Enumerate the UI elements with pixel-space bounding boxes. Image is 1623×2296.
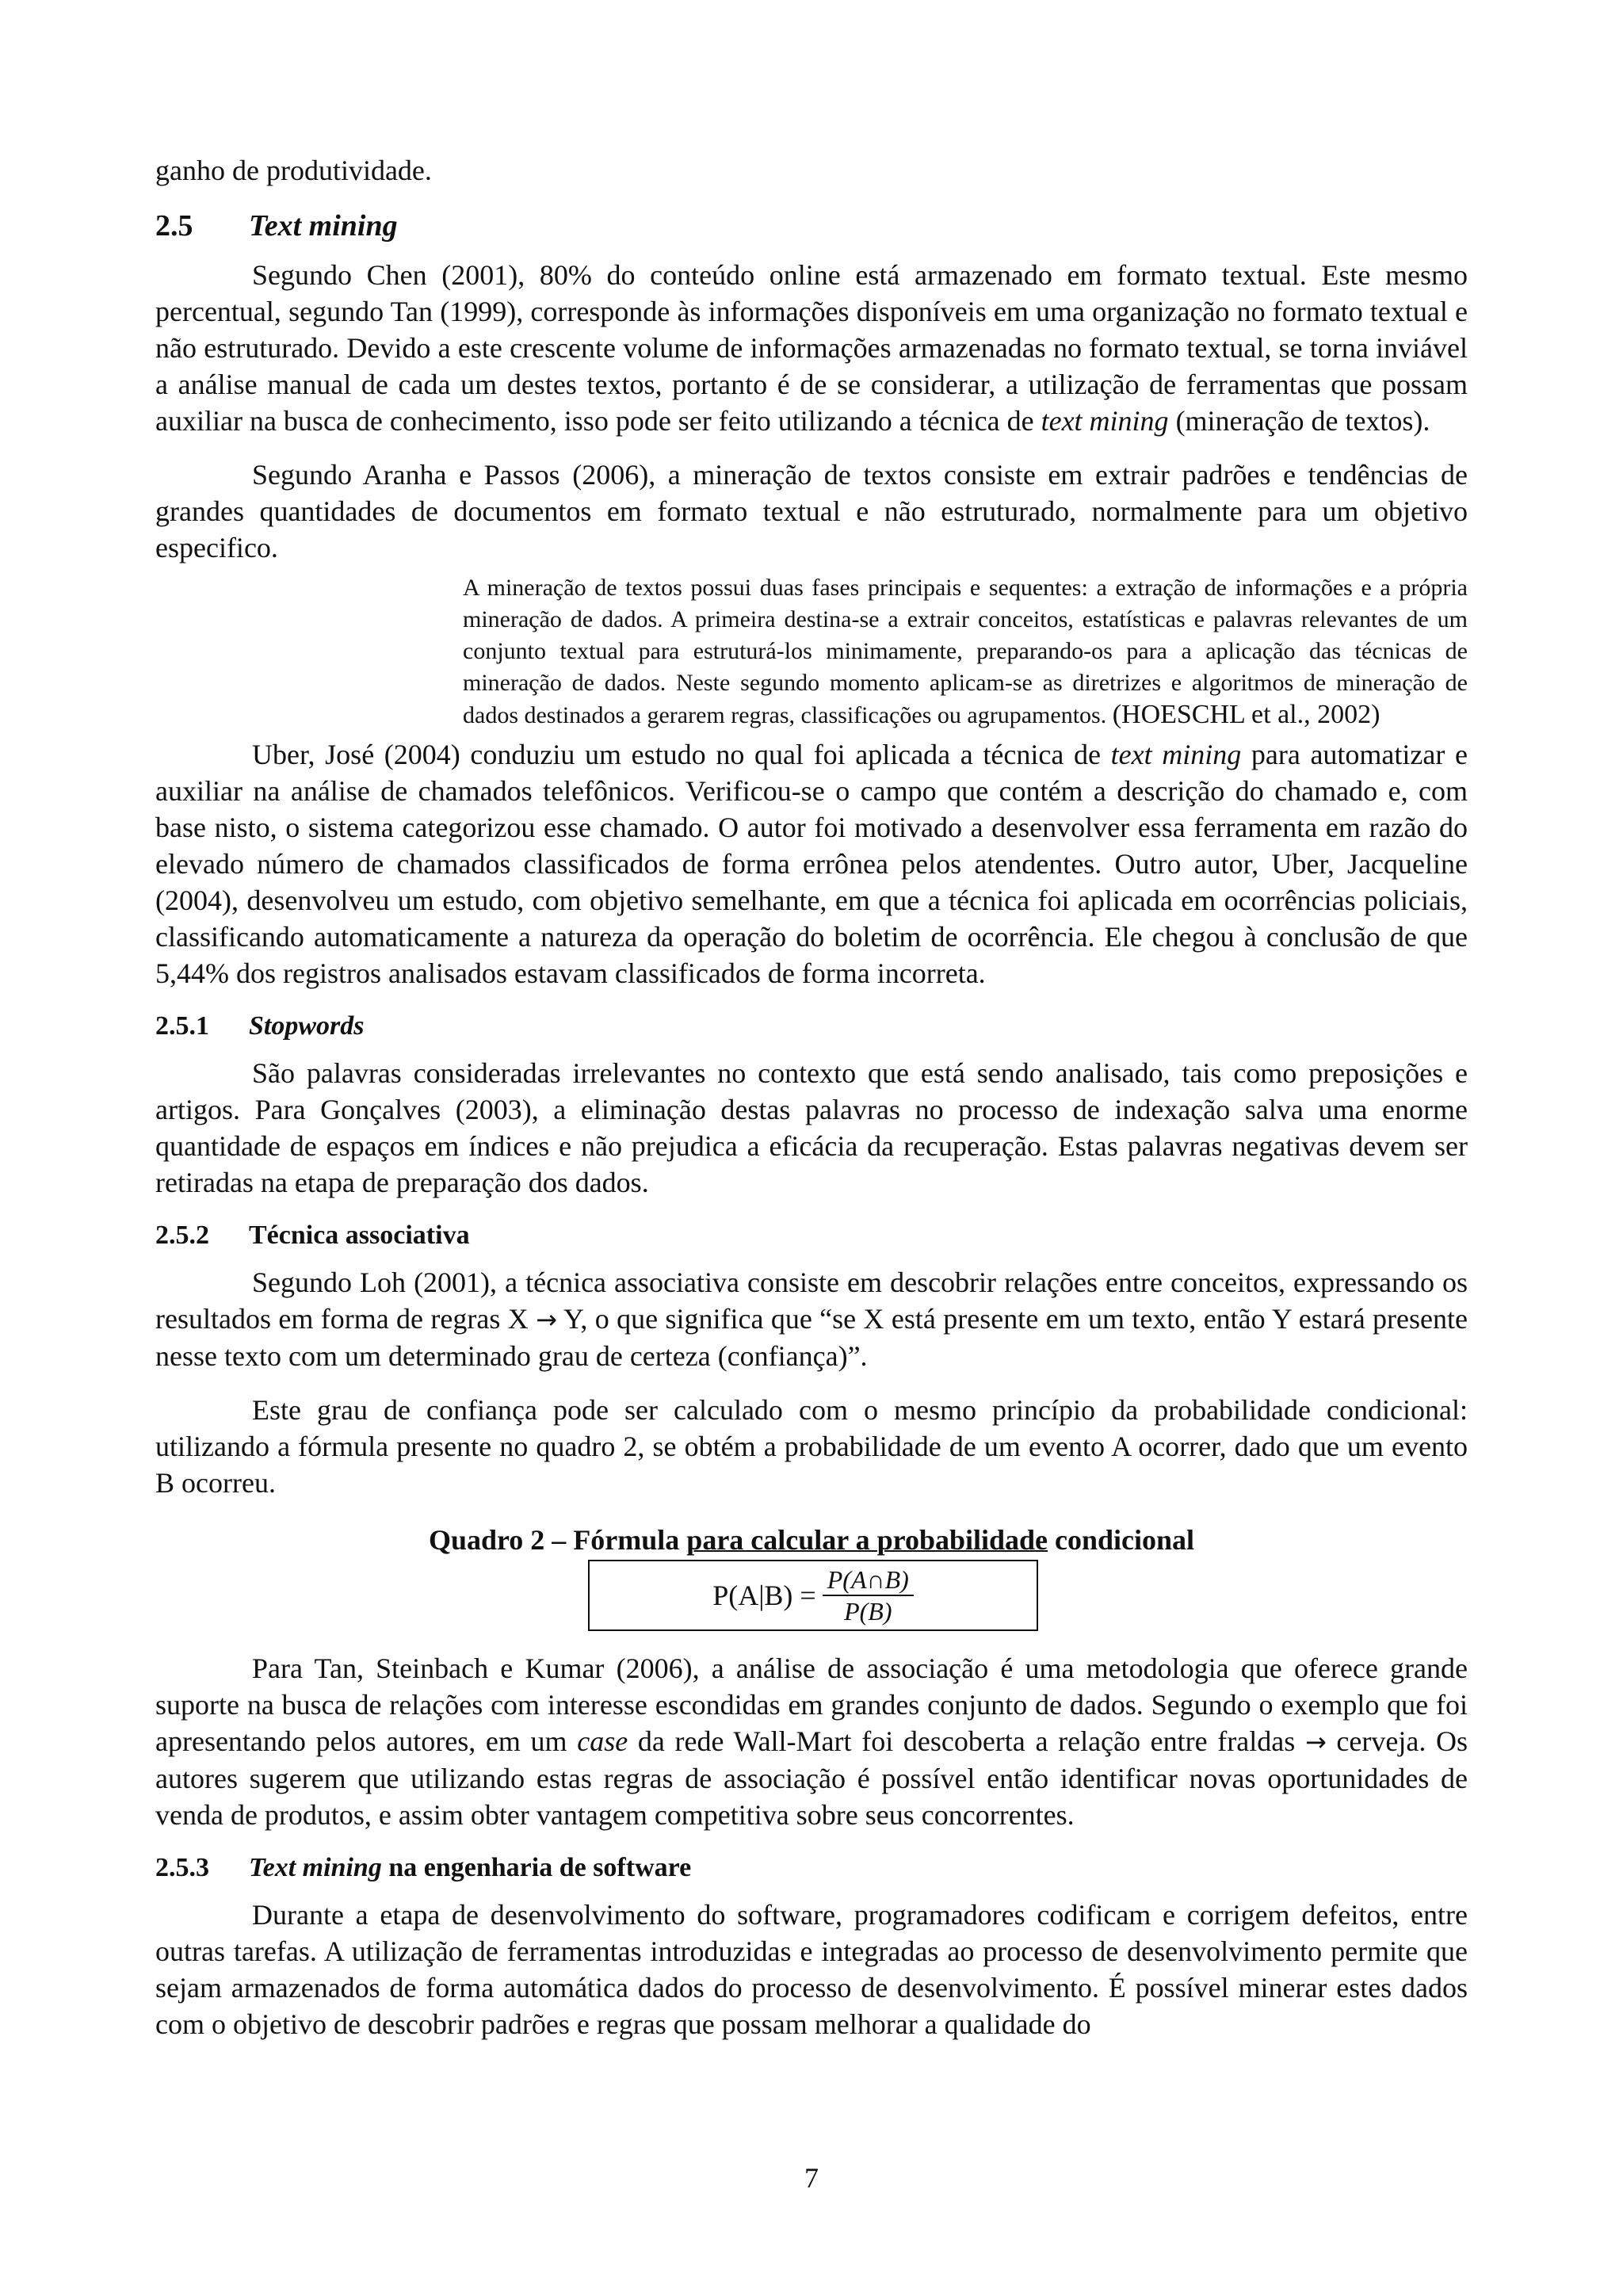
text-run: para calcular a probabilidade [686,1524,1048,1556]
paragraph: Segundo Aranha e Passos (2006), a mineração de textos consiste em extrair padrões e tendências de grandes quantidades de documentos em formato textual e não estruturado, normalmente para um objetivo especifico. [155,459,1468,563]
section-heading-2-5-2 [155,1218,1468,1253]
section-title: Text mining [249,209,398,243]
text-run: da rede Wall-Mart foi descoberta a relação entre fraldas [628,1725,1305,1757]
text-run: condicional [1048,1524,1195,1556]
section-title-rest: na engenharia de software [381,1853,692,1882]
continuation-text: ganho de produtividade. [155,155,432,186]
text-run: Segundo Chen (2001), 80% do conteúdo online está armazenado em formato textual. Este mesmo percentual, segundo Tan (1999), corresponde às informações disponíveis em uma organização no formato textual e não estruturado. Devido a este crescente volume de informações armazenadas no formato textual, se torna inviável a análise manual de cada um destes textos, portanto é de se considerar, a utilização de ferramentas que possam auxiliar na busca de conhecimento, isso pode ser feito utilizando a técnica de [155,259,1468,437]
quote-text: A mineração de textos possui duas fases principais e sequentes: a extração de informações e a própria mineração de dados. A primeira destina-se a extrair conceitos, estatísticas e palavras relevantes de um conjunto textual para estruturá-los minimamente, preparando-os para a aplicação das técnicas de mineração de dados. Neste segundo momento aplicam-se as diretrizes e algoritmos de mineração de dados destinados a gerarem regras, classificações ou agrupamentos. [463,575,1468,728]
italic-term: text mining [1110,739,1242,770]
italic-term: text mining [1041,405,1169,437]
paragraph: São palavras consideradas irrelevantes no contexto que está sendo analisado, tais como preposições e artigos. Para Gonçalves (2003), a eliminação destas palavras no processo de indexação salva uma enorme quantidade de espaços em índices e não prejudica a eficácia da recuperação. Estas palavras negativas devem ser retiradas na etapa de preparação dos dados. [155,1057,1468,1198]
formula-fraction [823,1564,914,1626]
section-number: 2.5.2 [155,1221,209,1250]
text-run: Uber, José (2004) conduziu um estudo no qual foi aplicada a técnica de [252,739,1111,770]
section-heading-2-5 [155,206,1468,246]
paragraph [155,1650,1468,1833]
quadro-title [155,1523,1468,1557]
paragraph: Este grau de confiança pode ser calculado com o mesmo princípio da probabilidade condicional: utilizando a fórmula presente no quadro 2, se obtém a probabilidade de um evento A ocorrer, dado que um evento B ocorreu. [155,1394,1468,1499]
text-run: Para Tan, Steinbach e Kumar (2006), a análise de associação é uma metodologia que oferece grande suporte na busca de relações com interesse escondidas em grandes conjunto de dados. Segundo o exemplo que foi apresentando pelos autores, em um [155,1652,1468,1757]
quote-citation: (HOESCHL et al., 2002) [1112,700,1381,729]
right-arrow-icon: → [1304,1727,1327,1757]
italic-term: case [577,1725,628,1757]
section-heading-2-5-1 [155,1009,1468,1044]
text-run: Quadro 2 – Fórmula [428,1524,687,1556]
text-run: (mineração de textos). [1168,405,1430,437]
text-run: Y, o que significa que “se X está presente em um texto, então Y estará presente nesse texto com um determinado grau de certeza (confiança)”. [155,1303,1468,1372]
paragraph [155,736,1468,991]
page-number: 7 [804,2162,819,2194]
section-title: Técnica associativa [249,1221,470,1250]
right-arrow-icon: → [536,1305,557,1335]
section-number: 2.5.1 [155,1011,209,1041]
formula-box [588,1560,1038,1631]
block-quote [463,572,1468,732]
section-title-italic: Text mining [249,1853,382,1882]
text-run: para automatizar e auxiliar na análise de chamados telefônicos. Verificou-se o campo que contém a descrição do chamado e, com base nisto, o sistema categorizou esse chamado. O autor foi motivado a desenvolver essa ferramenta em razão do elevado número de chamados classificados de forma errônea pelos atendentes. Outro autor, Uber, Jacqueline (2004), desenvolveu um estudo, com objetivo semelhante, em que a técnica foi aplicada em ocorrências policiais, classificando automaticamente a natureza da operação do boletim de ocorrência. Ele chegou à conclusão de que 5,44% dos registros analisados estavam classificados de forma incorreta. [155,739,1468,989]
paragraph: Durante a etapa de desenvolvimento do software, programadores codificam e corrigem defeitos, entre outras tarefas. A utilização de ferramentas introduzidas e integradas ao processo de desenvolvimento permite que sejam armazenados de forma automática dados do processo de desenvolvimento. É possível minerar estes dados com o objetivo de descobrir padrões e regras que possam melhorar a qualidade do [155,1899,1468,2040]
section-number: 2.5 [155,209,193,243]
formula-lhs: P(A|B) = [712,1580,816,1611]
section-title: Stopwords [249,1011,365,1041]
formula-numerator: P(A∩B) [827,1565,909,1594]
section-heading-2-5-3 [155,1851,1468,1885]
paragraph [155,1264,1468,1374]
formula-denominator: P(B) [844,1597,892,1626]
text-run: Segundo Loh (2001), a técnica associativa consiste em descobrir relações entre conceitos, expressando os resultados em forma de regras X [155,1266,1468,1335]
paragraph [155,257,1468,439]
text-run: cerveja. Os autores sugerem que utilizando estas regras de associação é possível então identificar novas oportunidades de venda de produtos, e assim obter vantagem competitiva sobre seus concorrentes. [155,1725,1468,1831]
section-number: 2.5.3 [155,1853,209,1882]
page-content [155,152,1468,2042]
